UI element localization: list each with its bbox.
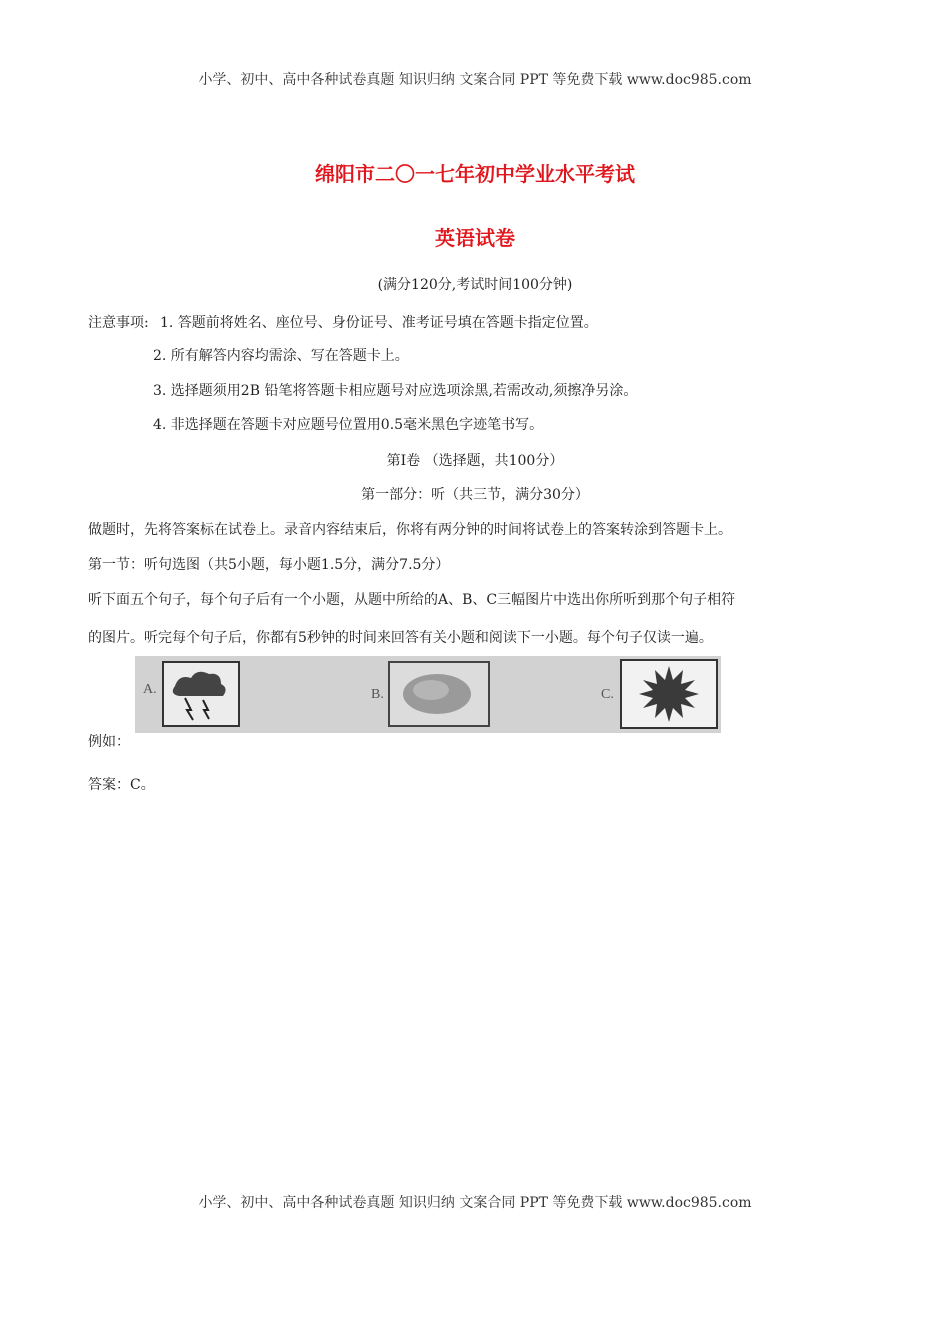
notes-item-2: 2. 所有解答内容均需涂、写在答题卡上。 xyxy=(153,348,409,364)
page-footer: 小学、初中、高中各种试卷真题 知识归纳 文案合同 PPT 等免费下载 www.doc985.com xyxy=(198,1195,752,1211)
exam-subject: 英语试卷 xyxy=(435,226,515,250)
section1-desc-line1: 听下面五个句子，每个句子后有一个小题，从题中所给的A、B、C三幅图片中选出你所听到那个句子相符 xyxy=(88,592,736,608)
transfer-instruction: 做题时，先将答案标在试卷上。录音内容结束后，你将有两分钟的时间将试卷上的答案转涂到答题卡上。 xyxy=(88,522,732,538)
option-b-label: B. xyxy=(371,687,384,702)
notes-item-4: 4. 非选择题在答题卡对应题号位置用0.5毫米黑色字迹笔书写。 xyxy=(153,417,544,433)
option-a-label: A. xyxy=(143,682,157,697)
score-time-info: (满分120分,考试时间100分钟) xyxy=(377,277,573,293)
example-pictures xyxy=(135,656,721,733)
exam-title: 绵阳市二〇一七年初中学业水平考试 xyxy=(315,162,635,186)
option-c-label: C. xyxy=(601,687,614,702)
example-label: 例如： xyxy=(88,734,130,750)
notes-item-1: 1. 答题前将姓名、座位号、身份证号、准考证号填在答题卡指定位置。 xyxy=(160,315,598,331)
notes-label: 注意事项: xyxy=(88,315,149,331)
part1-heading: 第一部分：听（共三节，满分30分） xyxy=(361,487,589,503)
volume-heading: 第Ⅰ卷 （选择题，共100分） xyxy=(386,453,564,469)
notes-item-3: 3. 选择题须用2B 铅笔将答题卡相应题号对应选项涂黑,若需改动,须擦净另涂。 xyxy=(153,383,638,399)
cloud-icon xyxy=(403,674,471,714)
example-answer: 答案：C。 xyxy=(88,777,155,793)
section1-desc-line2: 的图片。听完每个句子后，你都有5秒钟的时间来回答有关小题和阅读下一小题。每个句子仅读一遍。 xyxy=(88,630,713,646)
page-header: 小学、初中、高中各种试卷真题 知识归纳 文案合同 PPT 等免费下载 www.doc985.com xyxy=(198,72,752,88)
section1-heading: 第一节：听句选图（共5小题，每小题1.5分，满分7.5分） xyxy=(88,557,450,573)
